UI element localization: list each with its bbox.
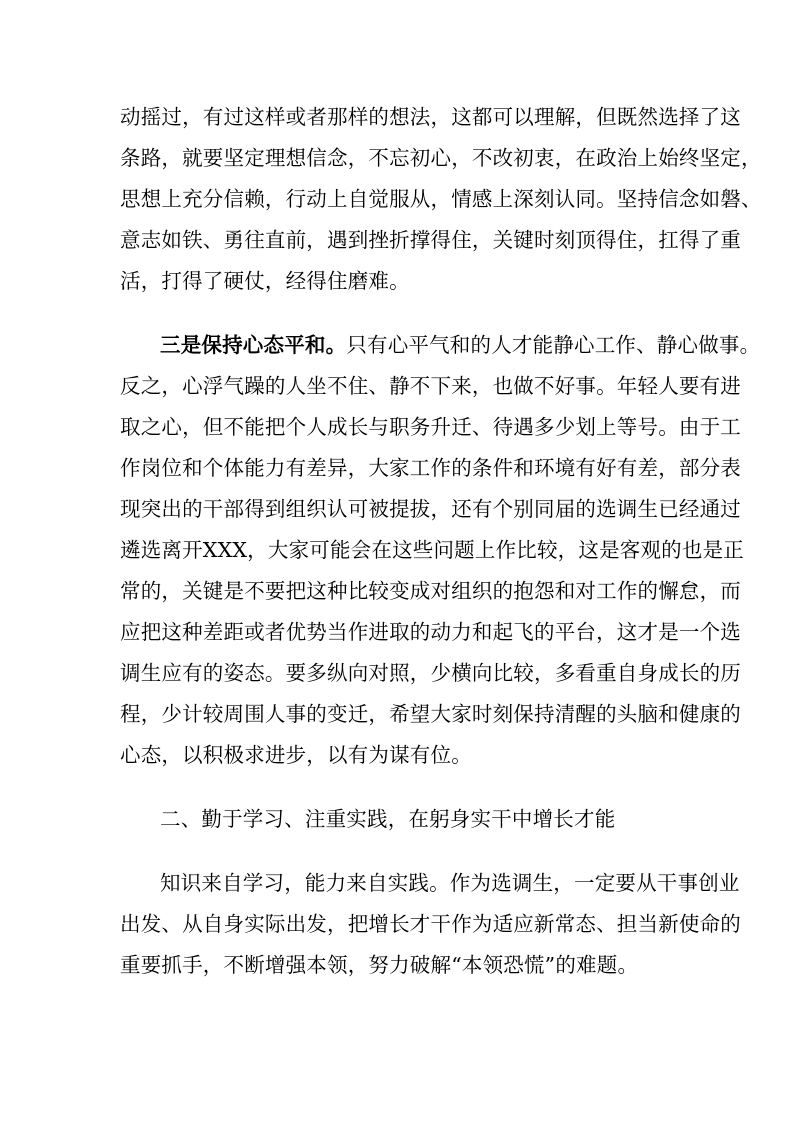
paragraph2-line-9: 调生应有的姿态。要多纵向对照，少横向比较，多看重自身成长的历 [120, 661, 741, 685]
paragraph2-line-10: 程，少计较周围人事的变迁，希望大家时刻保持清醒的头脑和健康的 [120, 702, 741, 726]
section-heading: 二、勤于学习、注重实践，在躬身实干中增长才能 [160, 807, 616, 831]
paragraph1-line-5: 活，打得了硬仗，经得住磨难。 [120, 269, 410, 293]
paragraph2-line-7: 常的，关键是不要把这种比较变成对组织的抱怨和对工作的懈怠，而 [120, 579, 741, 603]
paragraph3-line-1: 知识来自学习，能力来自实践。作为选调生，一定要从干事创业 [160, 871, 740, 895]
paragraph3-line-3: 重要抓手，不断增强本领，努力破解“本领恐慌”的难题。 [120, 953, 639, 977]
paragraph2-first-line-rest: 只有心平气和的人才能静心工作、静心做事。 [346, 333, 761, 357]
paragraph1-line-4: 意志如铁、勇往直前，遇到挫折撑得住，关键时刻顶得住，扛得了重 [120, 228, 741, 252]
paragraph2-line-6: 遴选离开XXX，大家可能会在这些问题上作比较，这是客观的也是正 [120, 538, 744, 562]
paragraph2-line-8: 应把这种差距或者优势当作进取的动力和起飞的平台，这才是一个选 [120, 620, 741, 644]
paragraph2-line-11: 心态，以积极求进步，以有为谋有位。 [120, 743, 472, 767]
paragraph1-line-1: 动摇过，有过这样或者那样的想法，这都可以理解，但既然选择了这 [120, 105, 741, 129]
paragraph2-line-2: 反之，心浮气躁的人坐不住、静不下来，也做不好事。年轻人要有进 [120, 374, 741, 398]
paragraph2-line-4: 作岗位和个体能力有差异，大家工作的条件和环境有好有差，部分表 [120, 456, 741, 480]
paragraph2-lead-bold: 三是保持心态平和。 [160, 333, 347, 357]
paragraph2-first-line [160, 330, 761, 360]
paragraph2-line-3: 取之心，但不能把个人成长与职务升迁、待遇多少划上等号。由于工 [120, 415, 741, 439]
paragraph3-line-2: 出发、从自身实际出发，把增长才干作为适应新常态、担当新使命的 [120, 912, 741, 936]
paragraph1-line-2: 条路，就要坚定理想信念，不忘初心，不改初衷，在政治上始终坚定， [120, 146, 762, 170]
paragraph1-line-3: 思想上充分信赖，行动上自觉服从，情感上深刻认同。坚持信念如磐、 [120, 187, 762, 211]
paragraph2-line-5: 现突出的干部得到组织认可被提拔，还有个别同届的选调生已经通过 [120, 497, 741, 521]
